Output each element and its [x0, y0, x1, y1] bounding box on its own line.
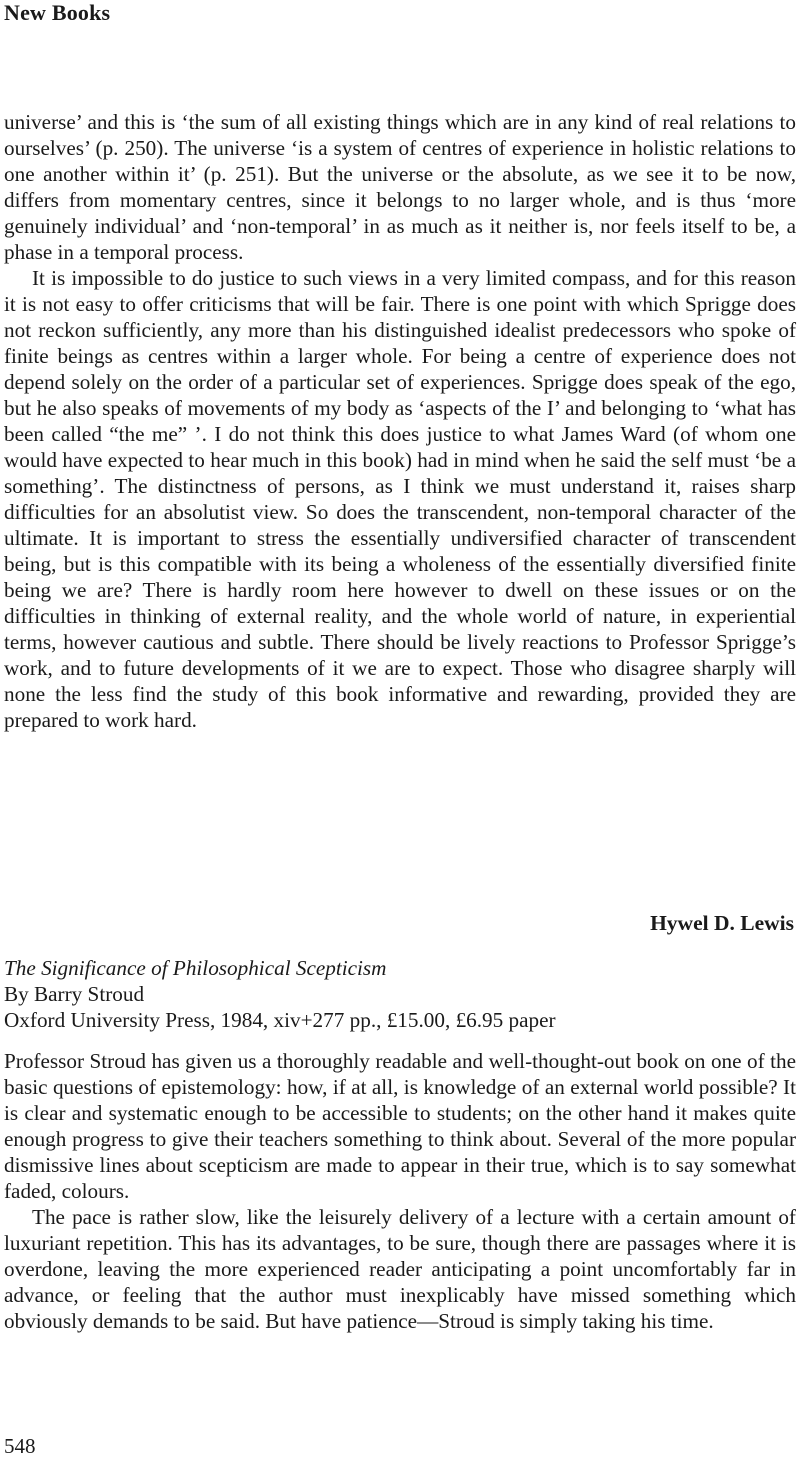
book-citation [4, 955, 796, 1033]
reviewer-signature: Hywel D. Lewis [650, 911, 794, 935]
review-paragraph: Professor Stroud has given us a thoroughly readable and well-thought-out book on one of the basic questions of epistemology: how, if at all, is knowledge of an external world possible? It is clear and systematic enough to be accessible to students; on the other hand it makes quite enough progress to give their teachers something to think about. Several of the more popular dismissive lines about scepticism are made to appear in their true, which is to say somewhat faded, colours. [4, 1049, 796, 1203]
book-title: The Significance of Philosophical Scepticism [4, 956, 387, 980]
page-number: 548 [4, 1434, 36, 1458]
book-publication: Oxford University Press, 1984, xiv+277 pp., £15.00, £6.95 paper [4, 1008, 556, 1032]
new-review-body [4, 1048, 796, 1334]
review-paragraph: The pace is rather slow, like the leisurely delivery of a lecture with a certain amount of luxuriant repetition. This has its advantages, to be sure, though there are passages where it is overdone, leaving the more experienced reader anticipating a point uncomfortably far in advance, or feeling that the author must inexplicably have missed something which obviously demands to be said. But have patience—Stroud is simply taking his time. [4, 1205, 796, 1333]
book-author: By Barry Stroud [4, 982, 145, 1006]
review-paragraph: universe’ and this is ‘the sum of all existing things which are in any kind of real relations to ourselves’ (p. 250). The universe ‘is a system of centres of experience in holistic relations to one another within it’ (p. 251). But the universe or the absolute, as we see it to be now, differs from momentary centres, since it belongs to no larger whole, and is thus ‘more genuinely individual’ and ‘non-temporal’ in as much as it neither is, nor feels itself to be, a phase in a temporal process. [4, 110, 796, 264]
review-paragraph: It is impossible to do justice to such views in a very limited compass, and for this reason it is not easy to offer criticisms that will be fair. There is one point with which Sprigge does not reckon sufficiently, any more than his distinguished idealist predecessors who spoke of finite beings as centres within a larger whole. For being a centre of experience does not depend solely on the order of a particular set of experiences. Sprigge does speak of the ego, but he also speaks of movements of my body as ‘aspects of the I’ and belonging to ‘what has been called “the me” ’. I do not think this does justice to what James Ward (of whom one would have expected to hear much in this book) had in mind when he said the self must ‘be a something’. The distinctness of persons, as I think we must understand it, raises sharp difficulties for an absolutist view. So does the transcendent, non-temporal character of the ultimate. It is important to stress the essentially undiversified character of transcendent being, but is this compatible with its being a wholeness of the essentially diversified finite being we are? There is hardly room here however to dwell on these issues or on the difficulties in thinking of external reality, and the whole world of nature, in experiential terms, however cautious and subtle. There should be lively reactions to Professor Sprigge’s work, and to future developments of it we are to expect. Those who disagree sharply will none the less find the study of this book informative and rewarding, provided they are prepared to work hard. [4, 266, 796, 732]
previous-review-body [4, 109, 796, 733]
running-header: New Books [4, 0, 111, 25]
